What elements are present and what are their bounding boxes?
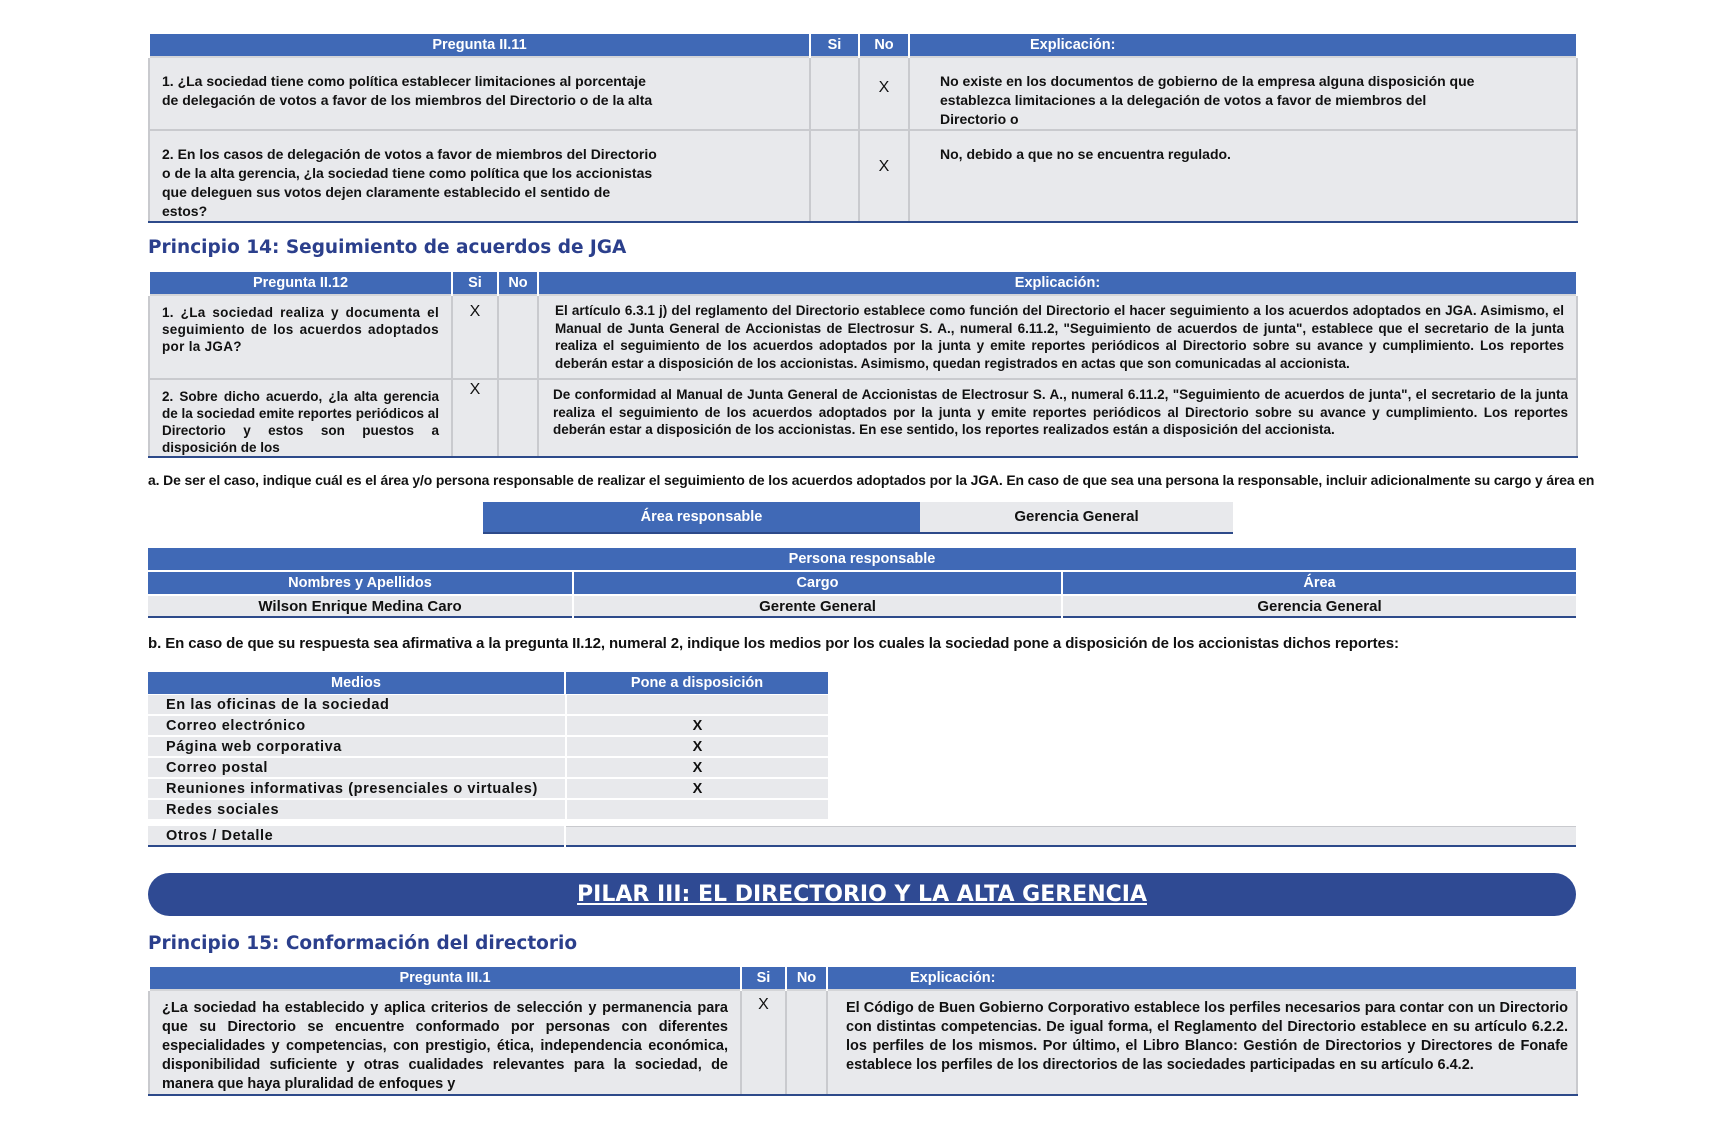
area-responsable-value: Gerencia General	[920, 502, 1233, 534]
persona-header-area: Área	[1063, 572, 1576, 594]
table-row	[148, 695, 828, 715]
no-mark: X	[859, 130, 909, 222]
medio-value	[566, 695, 828, 715]
header-explanation: Explicación:	[538, 272, 1577, 295]
question-table-ii-11	[148, 34, 1578, 223]
pilar-iii-banner	[148, 873, 1576, 916]
question-table-iii-1	[148, 967, 1578, 1096]
medio-label: Correo electrónico	[148, 715, 566, 736]
header-question: Pregunta II.12	[149, 272, 452, 295]
table-row	[148, 736, 828, 757]
table-row	[149, 990, 1577, 1095]
table-row	[149, 379, 1577, 457]
question-text: ¿La sociedad ha establecido y aplica criterios de selección y permanencia para que su Directorio se encuentre conformado por personas con diferentes especialidades y competencias, con prestigio, ética, independencia económica, disponibilidad suficiente y otras cualidades relevantes para la sociedad, de manera que haya pluralidad de enfoques y	[149, 990, 741, 1095]
explanation-text: El artículo 6.3.1 j) del reglamento del Directorio establece como función del Directorio el hacer seguimiento a los acuerdos adoptados en JGA. Asimismo, el Manual de Junta General de Accionistas de Electrosur S. A., numeral 6.11.2, "Seguimiento de acuerdos de junta", establece que el secretario de la junta realiza el seguimiento de los acuerdos adoptados por la junta y emite reportes periódicos al Directorio sobre su avance y cumplimiento. Los reportes deberán estar a disposición de los accionistas. Asimismo, quedan registrados en actas que son comunicadas al accionista.	[538, 295, 1577, 379]
medio-label-otros: Otros / Detalle	[148, 826, 564, 847]
medio-value-otros	[566, 826, 1576, 847]
area-responsable-label: Área responsable	[483, 502, 920, 534]
question-text: 1. ¿La sociedad realiza y documenta el seguimiento de los acuerdos adoptados por la JGA?	[149, 295, 452, 379]
header-no: No	[498, 272, 538, 295]
no-mark	[498, 295, 538, 379]
question-text: 1. ¿La sociedad tiene como política establecer limitaciones al porcentaje de delegación de votos a favor de los miembros del Directorio o de la alta	[149, 57, 810, 130]
si-mark: X	[452, 295, 498, 379]
medio-value: X	[566, 736, 828, 757]
persona-header-nombres: Nombres y Apellidos	[148, 572, 572, 594]
question-text: 2. Sobre dicho acuerdo, ¿la alta gerencia de la sociedad emite reportes periódicos al Directorio y estos son puestos a disposición de los	[149, 379, 452, 457]
persona-nombres: Wilson Enrique Medina Caro	[148, 596, 572, 618]
medio-label: Redes sociales	[148, 799, 566, 820]
explanation-text: No, debido a que no se encuentra regulado.	[909, 130, 1577, 222]
medio-label: En las oficinas de la sociedad	[148, 695, 566, 715]
medios-table	[148, 695, 828, 821]
table-row	[148, 799, 828, 820]
no-mark: X	[859, 57, 909, 130]
persona-area: Gerencia General	[1063, 596, 1576, 618]
persona-cargo: Gerente General	[574, 596, 1061, 618]
medio-value: X	[566, 715, 828, 736]
explanation-text: El Código de Buen Gobierno Corporativo establece los perfiles necesarios para contar con un Directorio con distintas competencias. De igual forma, el Reglamento del Directorio establece en su artículo 6.2.2. los perfiles de los mismos. Por último, el Libro Blanco: Gestión de Directorios y Directores de Fonafe establece los perfiles de los directorios de las sociedades participadas en su artículo 6.4.2.	[827, 990, 1577, 1095]
header-question: Pregunta II.11	[149, 34, 810, 57]
medio-value	[566, 799, 828, 820]
si-mark: X	[452, 379, 498, 457]
principio-14-heading: Principio 14: Seguimiento de acuerdos de JGA	[148, 237, 627, 258]
header-si: Si	[741, 967, 786, 990]
medios-header: Medios	[148, 672, 564, 694]
table-row	[148, 757, 828, 778]
explanation-text: De conformidad al Manual de Junta General de Accionistas de Electrosur S. A., numeral 6.11.2, "Seguimiento de acuerdos de junta", el secretario de la junta realiza el seguimiento de los acuerdos adoptados por la junta y emite reportes periódicos al Directorio sobre su avance y cumplimiento. Los reportes deberán estar a disposición de los accionistas. En ese sentido, los reportes realizados están a disposición del accionista.	[538, 379, 1577, 457]
table-row	[148, 715, 828, 736]
question-text: 2. En los casos de delegación de votos a favor de miembros del Directorio o de la alta gerencia, ¿la sociedad tiene como política que los accionistas que deleguen sus votos dejen claramente establecido el sentido de estos?	[149, 130, 810, 222]
table-row	[148, 778, 828, 799]
medio-value: X	[566, 757, 828, 778]
pilar-iii-title: PILAR III: EL DIRECTORIO Y LA ALTA GERENCIA	[577, 882, 1147, 907]
si-mark	[810, 130, 859, 222]
header-si: Si	[810, 34, 859, 57]
principio-15-heading: Principio 15: Conformación del directorio	[148, 933, 578, 954]
no-mark	[786, 990, 827, 1095]
note-b: b. En caso de que su respuesta sea afirmativa a la pregunta II.12, numeral 2, indique los medios por los cuales la sociedad pone a disposición de los accionistas dichos reportes:	[148, 635, 1399, 652]
medio-label: Correo postal	[148, 757, 566, 778]
si-mark	[810, 57, 859, 130]
explanation-text: No existe en los documentos de gobierno de la empresa alguna disposición que establezca limitaciones a la delegación de votos a favor de miembros del Directorio o	[909, 57, 1577, 130]
table-row	[149, 295, 1577, 379]
header-no: No	[786, 967, 827, 990]
persona-header-cargo: Cargo	[574, 572, 1061, 594]
table-row	[149, 130, 1577, 222]
header-explanation: Explicación:	[909, 34, 1577, 57]
header-si: Si	[452, 272, 498, 295]
medio-label: Página web corporativa	[148, 736, 566, 757]
header-explanation: Explicación:	[827, 967, 1577, 990]
pone-a-disposicion-header: Pone a disposición	[566, 672, 828, 694]
no-mark	[498, 379, 538, 457]
question-table-ii-12	[148, 272, 1578, 458]
si-mark: X	[741, 990, 786, 1095]
note-a: a. De ser el caso, indique cuál es el área y/o persona responsable de realizar el seguimiento de los acuerdos adoptados por la JGA. En caso de que sea una persona la responsable, incluir adicionalmente su cargo y área en	[148, 472, 1595, 488]
table-row	[149, 57, 1577, 130]
persona-responsable-title: Persona responsable	[148, 548, 1576, 570]
medio-value: X	[566, 778, 828, 799]
medio-label: Reuniones informativas (presenciales o virtuales)	[148, 778, 566, 799]
header-no: No	[859, 34, 909, 57]
header-question: Pregunta III.1	[149, 967, 741, 990]
